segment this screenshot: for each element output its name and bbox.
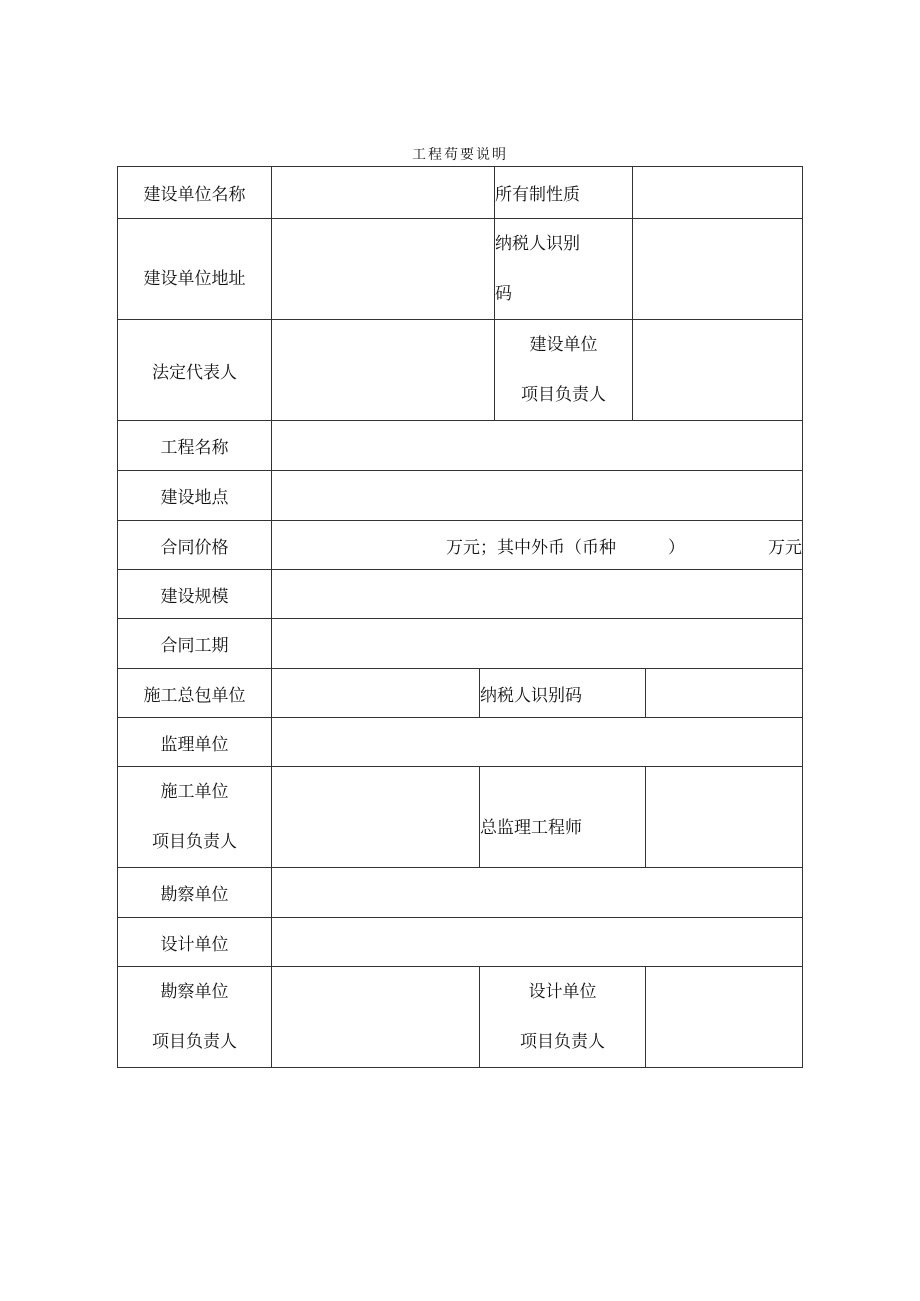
row-site — [118, 471, 803, 521]
ownership-label: 所有制性质 — [495, 167, 633, 219]
owner-address-label: 建设单位地址 — [118, 219, 272, 320]
duration-value[interactable] — [272, 619, 803, 669]
contractor-pm-label-line2: 项目负责人 — [152, 832, 237, 852]
site-label: 建设地点 — [118, 471, 272, 521]
price-line — [272, 533, 802, 558]
owner-pm-value[interactable] — [633, 320, 803, 421]
project-name-value[interactable] — [272, 421, 803, 471]
contractor-pm-value[interactable] — [272, 767, 480, 868]
duration-label: 合同工期 — [118, 619, 272, 669]
site-value[interactable] — [272, 471, 803, 521]
owner-pm-label-line2: 项目负责人 — [521, 385, 606, 405]
owner-name-value[interactable] — [272, 167, 495, 219]
owner-address-value[interactable] — [272, 219, 495, 320]
row-legal-rep — [118, 320, 803, 421]
legal-rep-value[interactable] — [272, 320, 495, 421]
supervisor-value[interactable] — [272, 718, 803, 767]
legal-rep-label: 法定代表人 — [118, 320, 272, 421]
survey-pm-label — [118, 967, 272, 1068]
contractor-taxpayer-label: 纳税人识别码 — [480, 669, 646, 718]
taxpayer-id-label — [495, 219, 633, 320]
design-unit-label: 设计单位 — [118, 918, 272, 967]
survey-pm-label-line2: 项目负责人 — [152, 1032, 237, 1052]
row-supervisor — [118, 718, 803, 767]
owner-name-label: 建设单位名称 — [118, 167, 272, 219]
survey-pm-value[interactable] — [272, 967, 480, 1068]
design-pm-label — [480, 967, 646, 1068]
project-summary-form — [117, 166, 802, 1068]
design-pm-label-line1: 设计单位 — [528, 982, 597, 1002]
taxpayer-id-label-line1: 纳税人识别 — [495, 234, 580, 254]
price-unit-foreign-label: 万元；其中外币（币种 — [446, 537, 616, 558]
survey-unit-label: 勘察单位 — [118, 868, 272, 918]
owner-pm-label-line1: 建设单位 — [529, 335, 598, 355]
row-project-name — [118, 421, 803, 471]
contractor-pm-label-line1: 施工单位 — [160, 782, 229, 802]
summary-table — [117, 166, 803, 1068]
general-contractor-value[interactable] — [272, 669, 480, 718]
general-contractor-label: 施工总包单位 — [118, 669, 272, 718]
supervisor-label: 监理单位 — [118, 718, 272, 767]
row-survey-unit — [118, 868, 803, 918]
scale-value[interactable] — [272, 570, 803, 619]
design-pm-value[interactable] — [646, 967, 803, 1068]
design-unit-value[interactable] — [272, 918, 803, 967]
survey-pm-label-line1: 勘察单位 — [160, 982, 229, 1002]
chief-supervisor-value[interactable] — [646, 767, 803, 868]
contractor-pm-label — [118, 767, 272, 868]
scale-label: 建设规模 — [118, 570, 272, 619]
contractor-taxpayer-value[interactable] — [646, 669, 803, 718]
taxpayer-id-value[interactable] — [633, 219, 803, 320]
row-owner-name — [118, 167, 803, 219]
row-design-unit — [118, 918, 803, 967]
row-general-contractor — [118, 669, 803, 718]
survey-unit-value[interactable] — [272, 868, 803, 918]
row-scale — [118, 570, 803, 619]
row-contract-price — [118, 521, 803, 570]
design-pm-label-line2: 项目负责人 — [520, 1032, 605, 1052]
taxpayer-id-label-line2: 码 — [495, 284, 512, 304]
price-unit-final: 万元 — [768, 537, 802, 558]
contract-price-value[interactable] — [272, 521, 803, 570]
ownership-value[interactable] — [633, 167, 803, 219]
contract-price-label: 合同价格 — [118, 521, 272, 570]
chief-supervisor-label: 总监理工程师 — [480, 767, 646, 868]
row-contractor-pm — [118, 767, 803, 868]
row-owner-address — [118, 219, 803, 320]
row-duration — [118, 619, 803, 669]
price-paren-close: ） — [668, 537, 685, 558]
owner-pm-label — [495, 320, 633, 421]
project-name-label: 工程名称 — [118, 421, 272, 471]
row-survey-design-pm — [118, 967, 803, 1068]
form-title: 工程苟要说明 — [412, 147, 508, 163]
